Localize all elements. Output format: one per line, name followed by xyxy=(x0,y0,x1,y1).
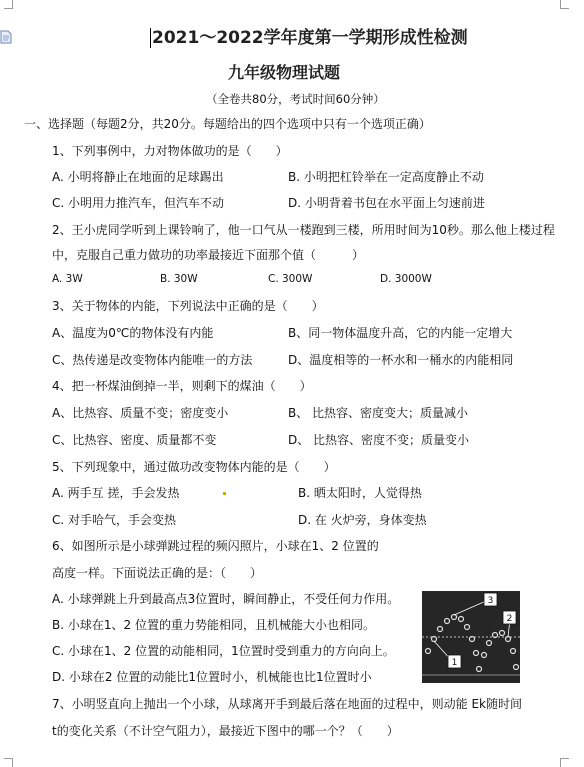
question-2-line-1: 2、王小虎同学听到上课铃响了，他一口气从一楼跑到三楼，所用时间为10秒。那么他上楼过程 xyxy=(52,223,555,237)
exam-note: （全卷共80分，考试时间60分钟） xyxy=(206,92,385,106)
question-7-line-2: t的变化关系（不计空气阻力），最接近下图中的哪一个？（ ） xyxy=(52,724,399,738)
exam-subtitle: 九年级物理试题 xyxy=(228,63,341,82)
photo-label-3: 3 xyxy=(487,596,494,606)
exam-title: 2021～2022学年度第一学期形成性检测 xyxy=(152,28,468,48)
document-icon[interactable] xyxy=(0,30,12,44)
question-6-line-2: 高度一样。下面说法正确的是：（ ） xyxy=(52,566,263,580)
page-corner-mark xyxy=(4,0,13,9)
question-1-option-a: A. 小明将静止在地面的足球踢出 xyxy=(52,170,224,184)
question-3-option-c: C、热传递是改变物体内能唯一的方法 xyxy=(52,353,253,367)
question-5-option-a: A. 两手互 搓，手会发热 xyxy=(52,486,180,500)
photo-label-2: 2 xyxy=(506,614,513,624)
question-3-option-d: D、温度相等的一杯水和一桶水的内能相同 xyxy=(288,353,514,367)
question-2-line-2: 中，克服自己重力做功的功率最接近下面那个值（ ） xyxy=(52,248,365,262)
question-2-option-a: A. 3W xyxy=(52,273,83,285)
question-6-option-a: A. 小球弹跳上升到最高点3位置时，瞬间静止，不受任何力作用。 xyxy=(52,592,400,606)
question-6-option-b: B. 小球在1、2 位置的重力势能相同，且机械能大小也相同。 xyxy=(52,618,375,632)
question-3-option-a: A、温度为0℃的物体没有内能 xyxy=(52,326,214,340)
question-1-option-c: C. 小明用力推汽车，但汽车不动 xyxy=(52,196,225,210)
question-4-option-c: C、比热容、密度、质量都不变 xyxy=(52,433,217,447)
question-4-option-d: D、 比热容、密度不变；质量变小 xyxy=(288,433,470,447)
question-5-option-c: C. 对手哈气，手会变热 xyxy=(52,513,177,527)
question-5-option-d: D. 在 火炉旁，身体变热 xyxy=(298,513,427,527)
question-6-line-1: 6、如图所示是小球弹跳过程的频闪照片，小球在1、2 位置的 xyxy=(52,539,379,553)
question-2-option-c: C. 300W xyxy=(268,273,313,285)
page-corner-mark xyxy=(560,758,569,767)
question-5-stem: 5、下列现象中，通过做功改变物体内能的是（ ） xyxy=(52,460,336,474)
question-4-stem: 4、把一杯煤油倒掉一半，则剩下的煤油（ ） xyxy=(52,379,312,393)
scan-speck xyxy=(223,492,226,495)
question-4-option-a: A、比热容、质量不变；密度变小 xyxy=(52,406,229,420)
section-heading: 一、选择题（每题2分，共20分。每题给出的四个选项中只有一个选项正确） xyxy=(24,117,431,131)
question-3-option-b: B、同一物体温度升高，它的内能一定增大 xyxy=(288,326,513,340)
question-7-line-1: 7、小明竖直向上抛出一个小球，从球离开手到最后落在地面的过程中，则动能 Ek随时间 xyxy=(52,697,522,711)
question-4-option-b: B、 比热容、密度变大；质量减小 xyxy=(288,406,469,420)
question-6-option-c: C. 小球在1、2 位置的动能相同，1位置时受到重力的方向向上。 xyxy=(52,644,395,658)
question-6-option-d: D. 小球在2 位置的动能比1位置时小，机械能也比1位置时小 xyxy=(52,670,372,684)
page-corner-mark xyxy=(4,758,13,767)
question-2-option-d: D. 3000W xyxy=(380,273,432,285)
page-corner-mark xyxy=(560,0,569,9)
question-3-stem: 3、关于物体的内能，下列说法中正确的是（ ） xyxy=(52,299,324,313)
question-2-option-b: B. 30W xyxy=(160,273,198,285)
question-1-stem: 1、下列事例中，力对物体做功的是（ ） xyxy=(52,144,288,158)
bouncing-ball-drawing xyxy=(422,591,520,683)
text-cursor xyxy=(150,28,151,48)
question-1-option-d: D. 小明背着书包在水平面上匀速前进 xyxy=(288,196,485,210)
bouncing-ball-photo xyxy=(422,591,520,683)
question-1-option-b: B. 小明把杠铃举在一定高度静止不动 xyxy=(288,170,484,184)
photo-label-1: 1 xyxy=(451,658,458,668)
question-5-option-b: B. 晒太阳时，人觉得热 xyxy=(298,486,422,500)
